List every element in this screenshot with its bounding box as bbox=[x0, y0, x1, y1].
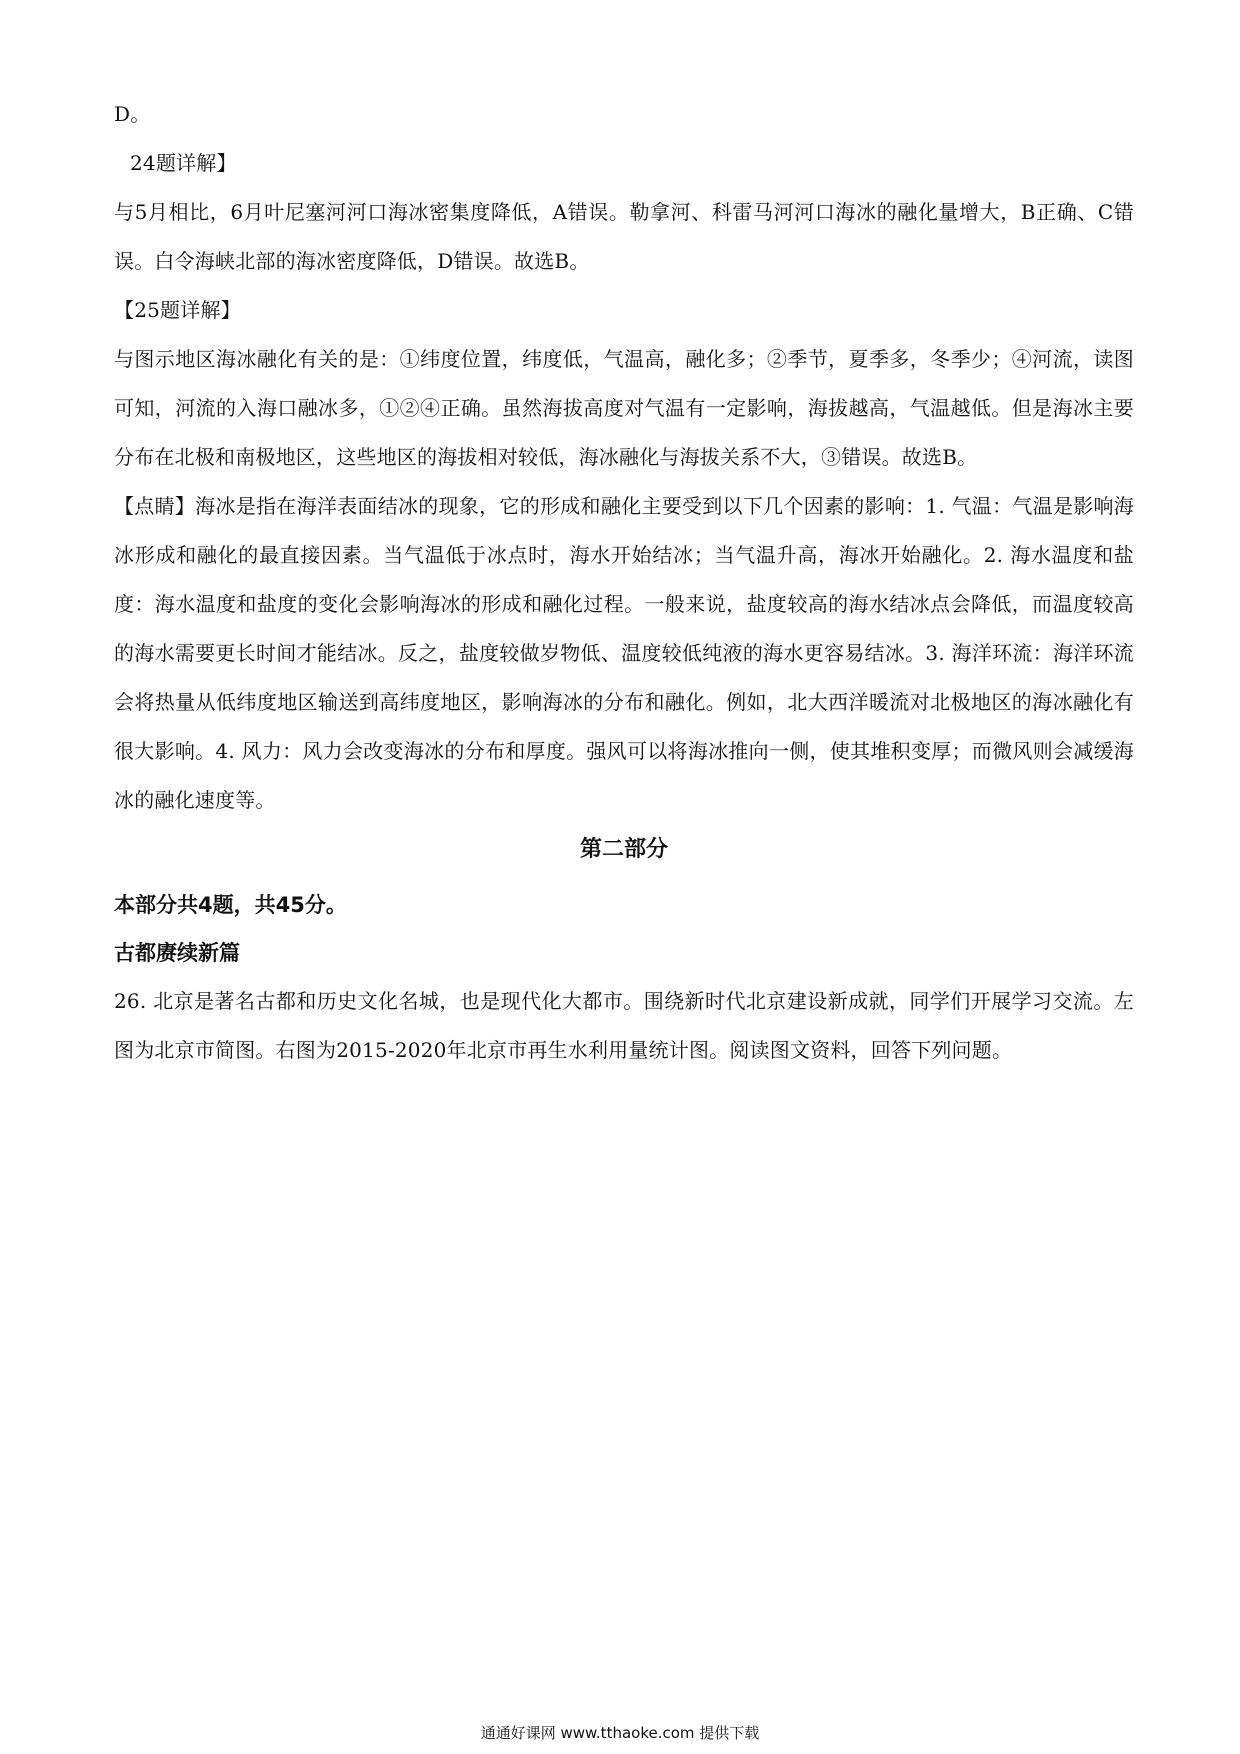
document-body bbox=[114, 90, 1134, 1075]
q24-explanation: 与5月相比，6月叶尼塞河河口海冰密集度降低，A错误。勒拿河、科雷马河河口海冰的融化量增大，B正确、C错误。白令海峡北部的海冰密度降低，D错误。故选B。 bbox=[114, 200, 1134, 273]
dianjing-note: 【点睛】海冰是指在海洋表面结冰的现象，它的形成和融化主要受到以下几个因素的影响：1. 气温：气温是影响海冰形成和融化的最直接因素。当气温低于冰点时，海水开始结冰；当气温升高，海冰开始融化。2. 海水温度和盐度：海水温度和盐度的变化会影响海冰的形成和融化过程。一般来说，盐度较高的海水结冰点会降低，而温度较高的海水需要更长时间才能结冰。反之，盐度较做岁物低、温度较低纯液的海水更容易结冰。3. 海洋环流：海洋环流会将热量从低纬度地区输送到高纬度地区，影响海冰的分布和融化。例如，北大西洋暖流对北极地区的海冰融化有很大影响。4. 风力：风力会改变海冰的分布和厚度。强风可以将海冰推向一侧，使其堆积变厚；而微风则会减缓海冰的融化速度等。 bbox=[114, 494, 1134, 812]
part-two-note: 本部分共4题，共45分。 bbox=[114, 893, 347, 917]
q25-heading: 【25题详解】 bbox=[114, 298, 241, 322]
part-two-title: 第二部分 bbox=[579, 837, 668, 862]
q25-explanation: 与图示地区海冰融化有关的是：①纬度位置，纬度低，气温高，融化多；②季节，夏季多，冬季少；④河流，读图可知，河流的入海口融冰多，①②④正确。虽然海拔高度对气温有一定影响，海拔越高，气温越低。但是海冰主要分布在北极和南极地区，这些地区的海拔相对较低，海冰融化与海拔关系不大，③错误。故选B。 bbox=[114, 347, 1134, 469]
q24-heading: 24题详解】 bbox=[130, 151, 237, 175]
answer-d-line: D。 bbox=[114, 102, 151, 126]
q26-stem: 26. 北京是著名古都和历史文化名城，也是现代化大都市。围绕新时代北京建设新成就，同学们开展学习交流。左图为北京市简图。右图为2015-2020年北京市再生水利用量统计图。阅读图文资料，回答下列问题。 bbox=[114, 989, 1134, 1062]
page-footer: 通通好课网 www.tthaoke.com 提供下载 bbox=[480, 1724, 760, 1742]
subsection-title: 古都赓续新篇 bbox=[114, 941, 240, 965]
